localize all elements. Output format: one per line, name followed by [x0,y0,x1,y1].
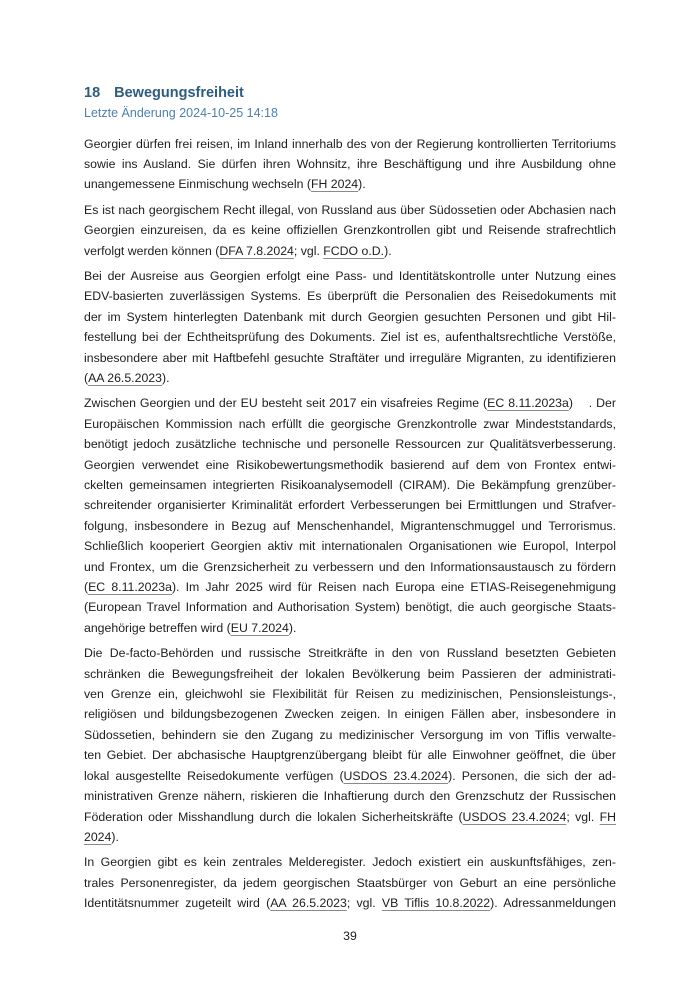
paragraph [84,643,616,847]
text-segment: (European Travel Information and Authorisation System) benötigt, die auch georgische Staats- [84,600,616,615]
last-changed-label: Letzte Änderung 2024-10-25 14:18 [84,105,278,120]
citation-link[interactable]: EC 8.11.2023a [88,580,172,595]
citation-link[interactable]: VB Tiflis 10.8.2022 [381,896,491,911]
page-number: 39 [343,929,357,943]
text-line [84,704,616,724]
text-line [84,536,616,556]
text-line [84,286,616,306]
text-segment: sowie ins Ausland. Sie dürfen ihren Wohnsitz, ihre Beschäftigung und ihre Ausbildung ohne [84,156,616,171]
section-heading [84,85,616,101]
text-segment: ven Grenze ein, gleichwohl sie Flexibilität für Reisen zu medizinischen, Pensionsleistungs-, [84,687,616,702]
text-line [84,174,616,194]
citation-link[interactable]: 2024 [84,829,112,844]
citation-link[interactable]: USDOS 23.4.2024 [462,809,567,824]
text-segment: ( [84,580,89,595]
text-segment: insbesondere aber mit Haftbefehl gesuchte Straftäter und irreguläre Migranten, zu identifizieren [84,350,616,365]
text-line [84,873,616,893]
text-line [84,434,616,454]
text-line [84,266,616,286]
text-line [84,368,616,388]
text-segment: Bei der Ausreise aus Georgien erfolgt eine Pass- und Identitätskontrolle unter Nutzung eines [84,268,616,283]
text-line [84,766,616,786]
text-line [84,745,616,765]
text-segment: Georgien einzureisen, da es keine offiziellen Grenzkontrollen gibt und Reisende strafrechtlich [84,223,616,238]
text-segment: religiösen und bildungsbezogenen Zwecken zeigen. In einigen Fällen aber, insbesondere in [84,707,616,722]
text-line [84,200,616,220]
text-segment: schränken die Bewegungsfreiheit der lokalen Bevölkerung beim Passieren der administrati- [84,666,616,681]
text-line [84,455,616,475]
text-line [84,618,616,638]
text-segment: lokal ausgestellte Reisedokumente verfügen ( [84,768,344,783]
text-segment: unangemessene Einmischung wechseln ( [84,177,311,192]
text-line [84,893,616,913]
text-line [84,597,616,617]
text-segment: trales Personenregister, da jedem georgischen Staatsbürger von Geburt an eine persönliche [84,875,616,890]
citation-link[interactable]: FH [599,809,617,824]
citation-link[interactable]: EC 8.11.2023a [487,396,569,411]
text-line [84,557,616,577]
text-segment: ) . Der [568,396,616,411]
text-segment: Südossetien, behindern sie den Zugang zu medizinischer Versorgung im von Tiflis verwalte- [84,727,616,742]
text-segment: ( [84,370,89,385]
text-segment: ). Im Jahr 2025 wird für Reisen nach Europa eine ETIAS-Reisegenehmigung [171,580,616,595]
text-line [84,241,616,261]
text-line [84,220,616,240]
text-segment: ten Gebiet. Der abchasische Hauptgrenzübergang bleibt für alle Einwohner geöffnet, die über [84,748,616,763]
text-line [84,725,616,745]
text-segment: ). [288,620,297,635]
text-segment: und Frontex, um die Grenzsicherheit zu verbessern und den Informationsaustausch zu fördern [84,559,616,574]
paragraph [84,200,616,261]
text-segment: In Georgien gibt es kein zentrales Melderegister. Jedoch existiert ein auskunftsfähiges, zen- [84,855,616,870]
paragraph [84,852,616,913]
paragraph [84,393,616,638]
text-segment: ). [111,829,119,844]
text-line [84,475,616,495]
text-segment: Es ist nach georgischem Recht illegal, von Russland aus über Südossetien oder Abchasien nach [84,202,616,217]
text-line [84,807,616,827]
section-number: 18 [84,85,101,101]
text-line [84,827,616,847]
text-segment: verfolgt werden können ( [84,243,220,258]
citation-link[interactable]: USDOS 23.4.2024 [343,768,449,783]
text-segment: schreitender organisierter Kriminalität erfordert Verbesserungen bei Ermittlungen und Strafver- [84,498,616,513]
text-line [84,495,616,515]
text-segment: ). Adressanmeldungen [490,896,616,911]
text-segment: ckelten gemeinsamen integrierten Risikoanalysemodell (CIRAM). Die Bekämpfung grenzüber- [84,478,616,492]
paragraph [84,266,616,388]
text-line [84,134,616,154]
text-line [84,786,616,806]
text-line [84,327,616,347]
text-line [84,154,616,174]
text-segment: ; vgl. [293,243,324,258]
text-segment: ministrativen Grenze nähern, riskieren die Inhaftierung durch den Grenzschutz der Russischen [84,789,616,804]
citation-link[interactable]: EU 7.2024 [230,620,289,635]
text-segment: Identitätsnummer zugeteilt wird ( [84,896,271,911]
text-segment: festellung bei der Echtheitsprüfung des Dokuments. Ziel ist es, aufenthaltsrechtliche Verstöße, [84,330,616,345]
citation-link[interactable]: DFA 7.8.2024 [219,243,294,258]
citation-link[interactable]: FCDO o.D. [323,243,385,258]
text-line [84,393,616,413]
text-segment: ; vgl. [346,896,382,911]
text-line [84,684,616,704]
text-segment: Europäischen Kommission nach erfüllt die georgische Grenzkontrolle zwar Mindeststandards, [84,416,616,431]
text-line [84,577,616,597]
text-segment: ). [384,243,392,258]
text-segment: Schließlich kooperiert Georgien aktiv mit internationalen Organisationen wie Europol, Interpol [84,539,616,554]
text-line [84,307,616,327]
section-title: Bewegungsfreiheit [114,85,244,101]
text-line [84,643,616,663]
text-segment: ). [358,177,366,192]
text-line [84,348,616,368]
text-line [84,414,616,434]
citation-link[interactable]: AA 26.5.2023 [88,370,162,385]
text-line [84,852,616,872]
citation-link[interactable]: FH 2024 [310,177,359,192]
text-segment: EDV-basierten zuverlässigen Systems. Es überprüft die Personalien des Reisedokuments mit [84,289,616,304]
text-segment: Föderation oder Misshandlung durch die lokalen Sicherheitskräfte ( [84,809,463,824]
text-segment: Zwischen Georgien und der EU besteht seit 2017 ein visafreies Regime ( [84,396,488,411]
paragraph [84,134,616,195]
document-body [84,134,616,914]
citation-link[interactable]: AA 26.5.2023 [270,896,347,911]
text-segment: ). [161,370,170,385]
text-segment: benötigt jedoch zusätzliche technische und personelle Ressourcen zur Qualitätsverbesserung. [84,437,616,452]
text-segment: ). Personen, die sich der ad- [448,768,616,783]
text-segment: folgung, insbesondere in Bezug auf Menschenhandel, Migrantenschmuggel und Terrorismus. [84,518,616,533]
text-segment: Die De-facto-Behörden und russische Streitkräfte in den von Russland besetzten Gebieten [84,646,616,661]
text-segment: Georgien verwendet eine Risikobewertungsmethodik basierend auf dem von Frontex entwi- [84,457,616,472]
text-segment: ; vgl. [566,809,600,824]
text-line [84,664,616,684]
text-segment: der im System hinterlegten Datenbank mit durch Georgien gesuchten Personen und gibt Hil- [84,309,616,324]
text-segment: angehörige betreffen wird ( [84,620,231,635]
text-segment: Georgier dürfen frei reisen, im Inland innerhalb des von der Regierung kontrollierten Territoriums [84,136,616,151]
text-line [84,516,616,536]
